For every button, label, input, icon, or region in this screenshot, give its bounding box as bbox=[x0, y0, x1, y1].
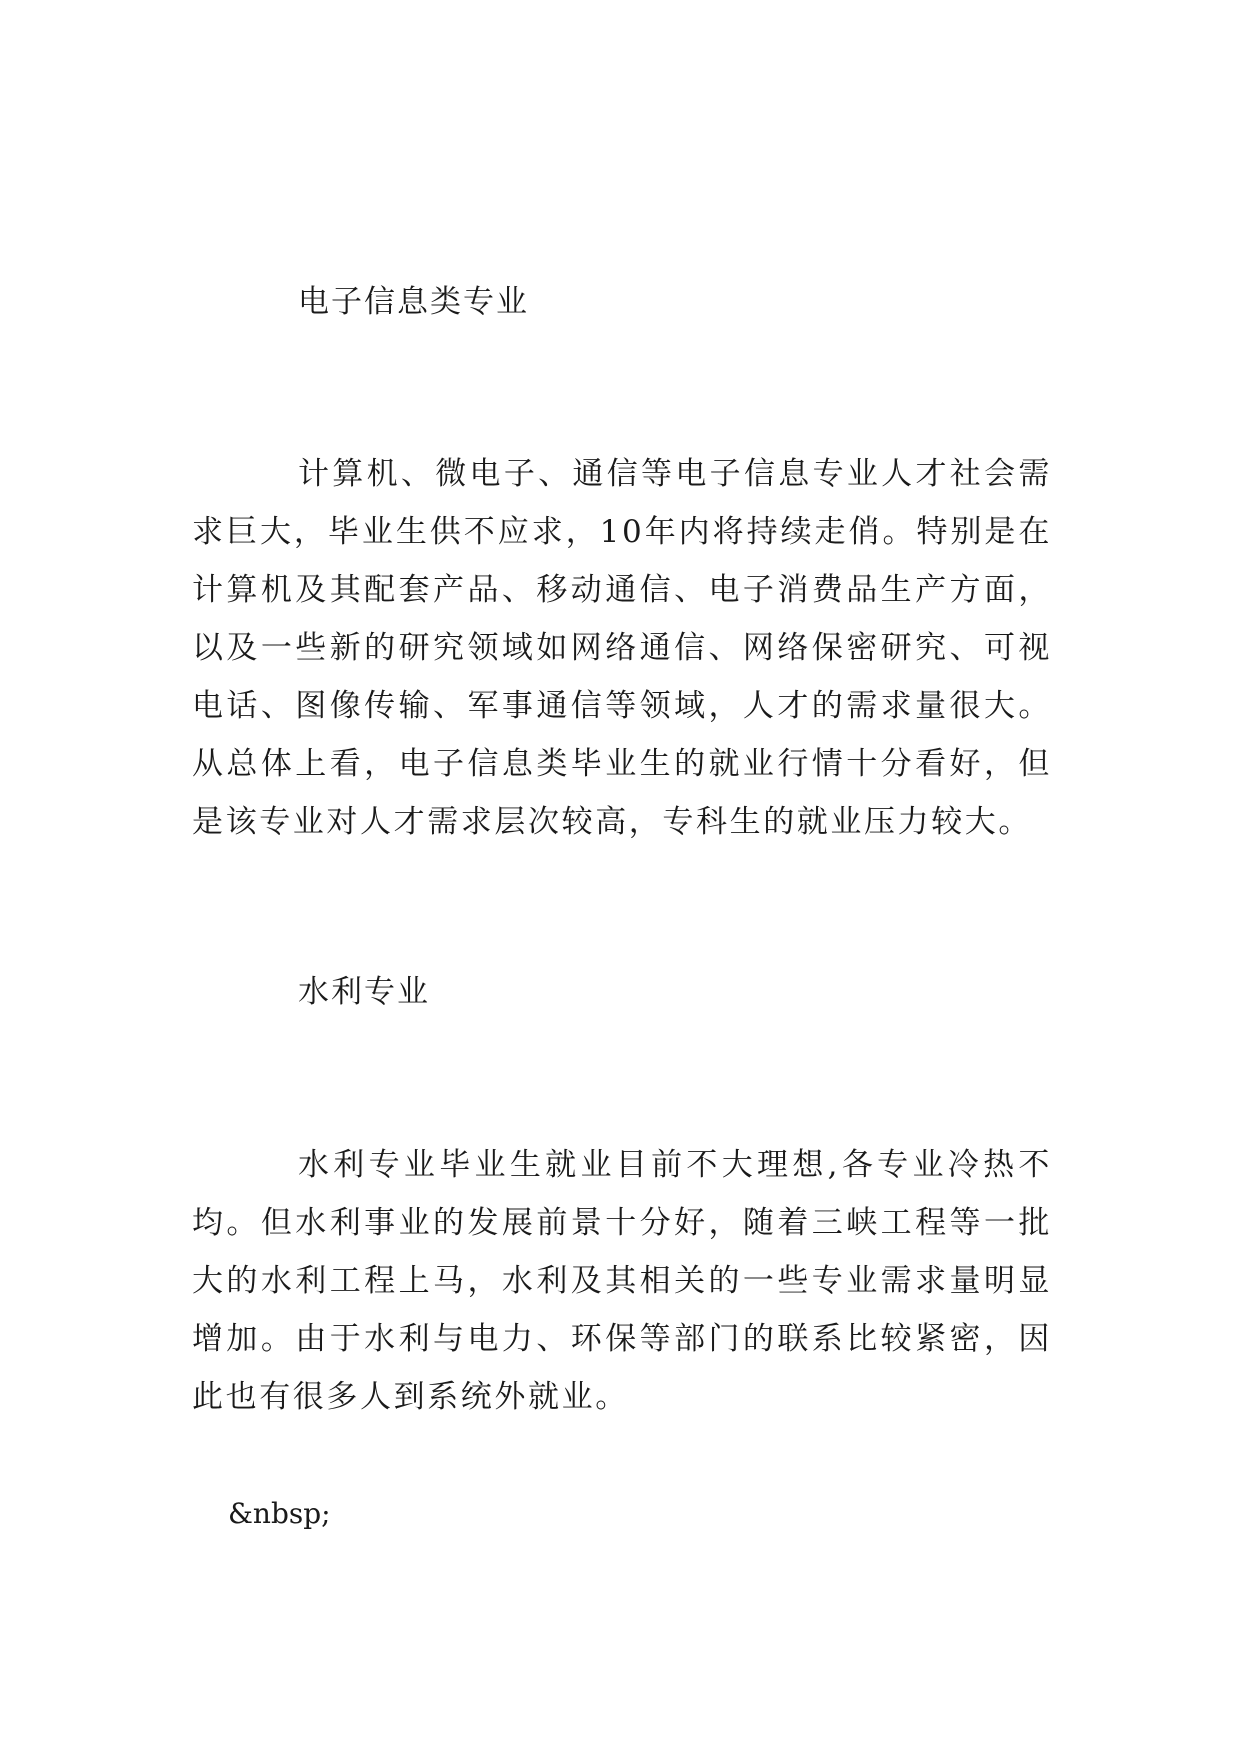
section-heading-electronics: 电子信息类专业 bbox=[298, 284, 529, 320]
section-paragraph-water-conservancy: 水利专业毕业生就业目前不大理想,各专业冷热不均。但水利事业的发展前景十分好，随着三峡工程等一批大的水利工程上马，水利及其相关的一些专业需求量明显增加。由于水利与电力、环保等部门的联系比较紧密，因此也有很多人到系统外就业。 bbox=[192, 1147, 1052, 1415]
section-heading-water-conservancy: 水利专业 bbox=[298, 974, 430, 1010]
stray-nbsp-text: &nbsp; bbox=[228, 1497, 331, 1530]
section-paragraph-electronics: 计算机、微电子、通信等电子信息专业人才社会需求巨大，毕业生供不应求，10年内将持续走俏。特别是在计算机及其配套产品、移动通信、电子消费品生产方面，以及一些新的研究领域如网络通信、网络保密研究、可视电话、图像传输、军事通信等领域，人才的需求量很大。从总体上看，电子信息类毕业生的就业行情十分看好，但是该专业对人才需求层次较高，专科生的就业压力较大。 bbox=[192, 456, 1052, 840]
